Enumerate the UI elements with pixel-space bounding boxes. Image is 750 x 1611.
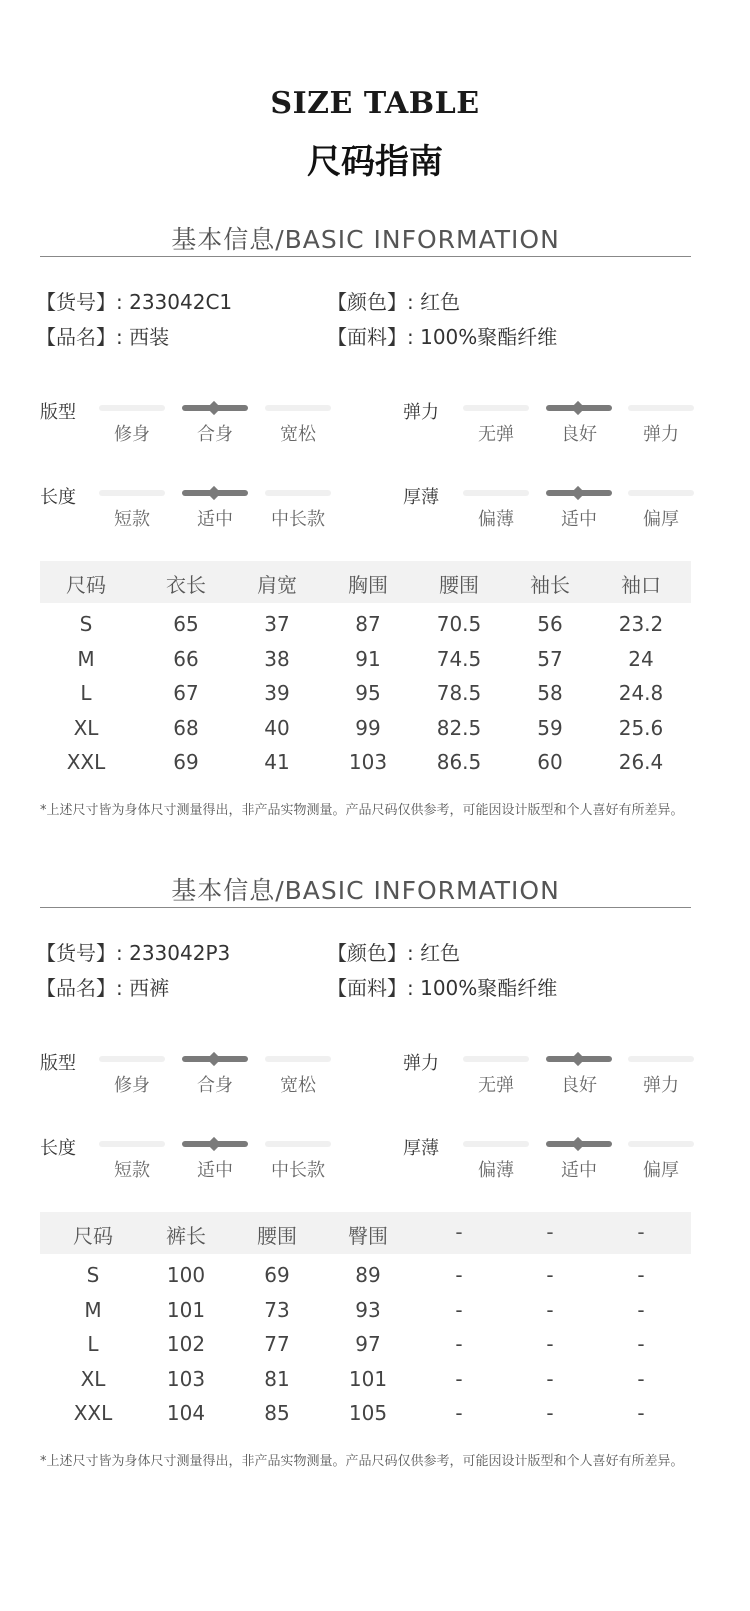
table-header-cell: 肩宽 (257, 573, 297, 597)
table-header-cell: 衣长 (166, 573, 206, 597)
selected-indicator-bar (182, 405, 248, 411)
table-cell: 103 (348, 750, 388, 774)
table-header-cell: 尺码 (73, 1224, 113, 1248)
table-cell: - (546, 1297, 554, 1322)
table-cell: - (637, 1366, 645, 1391)
table-cell: L (87, 1332, 99, 1356)
selected-indicator-bar (182, 1056, 248, 1062)
table-cell: 24 (628, 646, 654, 671)
table-row (40, 1401, 691, 1431)
size-section-1 (0, 220, 750, 880)
selected-marker-icon (207, 1052, 221, 1066)
attribute-label: 厚薄 (403, 1138, 439, 1159)
table-cell: 99 (355, 715, 381, 740)
table-header-cell: 裤长 (166, 1224, 206, 1248)
table-header-cell: - (455, 1220, 463, 1244)
table-cell: 102 (166, 1332, 206, 1356)
size-table (40, 561, 691, 791)
selected-marker-icon (207, 1137, 221, 1151)
attribute-option: 中长款 (271, 1160, 325, 1181)
section-divider (40, 907, 691, 908)
table-cell: - (546, 1263, 554, 1287)
table-cell: 97 (355, 1332, 381, 1356)
table-cell: 66 (173, 646, 199, 671)
scale-bar (265, 1056, 331, 1062)
table-cell: - (637, 1401, 645, 1425)
table-cell: 104 (166, 1401, 206, 1425)
selected-marker-icon (571, 401, 585, 415)
selected-marker-icon (571, 1052, 585, 1066)
table-cell: 73 (264, 1297, 290, 1322)
table-cell: - (546, 1332, 554, 1356)
table-cell: 87 (355, 612, 381, 636)
attribute-option: 修身 (114, 1075, 150, 1096)
attribute-option: 适中 (197, 1160, 233, 1181)
table-header-cell: 尺码 (66, 573, 106, 597)
table-row (40, 750, 691, 780)
table-cell: 105 (348, 1401, 388, 1425)
scale-bar (463, 405, 529, 411)
item-color: 【颜色】: 红色 (327, 941, 461, 965)
item-name: 【品名】: 西裤 (36, 976, 170, 1000)
attribute-label: 长度 (40, 487, 76, 508)
selected-indicator-bar (546, 1141, 612, 1147)
item-number: 【货号】: 233042P3 (36, 941, 231, 965)
table-header-cell: 腰围 (439, 573, 479, 597)
table-cell: 103 (166, 1366, 206, 1391)
attribute-option: 无弹 (478, 1075, 514, 1096)
table-cell: 25.6 (618, 715, 664, 740)
attribute-option: 短款 (114, 1160, 150, 1181)
table-cell: 39 (264, 681, 290, 705)
selected-marker-icon (571, 486, 585, 500)
table-cell: 86.5 (436, 750, 482, 774)
table-cell: - (546, 1401, 554, 1425)
attribute-option: 宽松 (280, 424, 316, 445)
title-english: SIZE TABLE (270, 86, 480, 121)
item-name: 【品名】: 西装 (36, 325, 170, 349)
attribute-option: 短款 (114, 509, 150, 530)
scale-bar (463, 1141, 529, 1147)
selected-marker-icon (207, 401, 221, 415)
table-cell: - (455, 1366, 463, 1391)
attribute-label: 版型 (40, 402, 76, 423)
table-header-cell: 袖长 (530, 573, 570, 597)
table-cell: 58 (537, 681, 563, 705)
table-cell: M (77, 646, 95, 671)
table-cell: S (79, 612, 93, 636)
table-cell: 69 (264, 1263, 290, 1287)
attribute-option: 适中 (561, 1160, 597, 1181)
scale-bar (628, 405, 694, 411)
selected-indicator-bar (546, 490, 612, 496)
table-cell: - (455, 1297, 463, 1322)
table-cell: 60 (537, 750, 563, 774)
attribute-option: 偏厚 (643, 1160, 679, 1181)
table-cell: - (637, 1263, 645, 1287)
attribute-label: 长度 (40, 1138, 76, 1159)
table-cell: 38 (264, 646, 290, 671)
selected-indicator-bar (182, 490, 248, 496)
table-cell: 40 (264, 715, 290, 740)
attribute-option: 弹力 (643, 424, 679, 445)
table-cell: 91 (355, 646, 381, 671)
scale-bar (99, 1056, 165, 1062)
table-cell: 89 (355, 1263, 381, 1287)
table-cell: 101 (348, 1366, 388, 1391)
scale-bar (628, 490, 694, 496)
table-cell: 41 (264, 750, 290, 774)
attribute-option: 良好 (561, 1075, 597, 1096)
scale-bar (628, 1141, 694, 1147)
table-row (40, 1263, 691, 1293)
attribute-option: 合身 (197, 1075, 233, 1096)
attribute-option: 偏厚 (643, 509, 679, 530)
table-row (40, 1332, 691, 1362)
table-cell: - (455, 1332, 463, 1356)
scale-bar (99, 1141, 165, 1147)
selected-indicator-bar (182, 1141, 248, 1147)
attribute-option: 合身 (197, 424, 233, 445)
attribute-option: 适中 (197, 509, 233, 530)
scale-bar (463, 490, 529, 496)
table-cell: 69 (173, 750, 199, 774)
scale-bar (463, 1056, 529, 1062)
table-row (40, 1367, 691, 1397)
table-cell: 65 (173, 612, 199, 636)
table-cell: - (637, 1297, 645, 1322)
disclaimer-note: *上述尺寸皆为身体尺寸测量得出，非产品实物测量。产品尺码仅供参考，可能因设计版型和个人喜好有所差异。 (40, 1454, 684, 1469)
attribute-label: 弹力 (403, 402, 439, 423)
table-row (40, 681, 691, 711)
table-cell: M (84, 1297, 102, 1322)
table-cell: 67 (173, 681, 199, 705)
table-cell: 100 (166, 1263, 206, 1287)
table-header-cell: 胸围 (348, 573, 388, 597)
table-cell: 57 (537, 646, 563, 671)
table-cell: XXL (73, 1401, 113, 1425)
scale-bar (265, 405, 331, 411)
table-cell: 23.2 (618, 612, 664, 636)
table-cell: - (455, 1263, 463, 1287)
item-fabric: 【面料】: 100%聚酯纤维 (327, 976, 558, 1000)
table-header-cell: 袖口 (621, 573, 661, 597)
table-cell: - (455, 1401, 463, 1425)
attribute-option: 弹力 (643, 1075, 679, 1096)
table-cell: 70.5 (436, 612, 482, 636)
table-row (40, 647, 691, 677)
table-row (40, 1298, 691, 1328)
table-row (40, 716, 691, 746)
section-divider (40, 256, 691, 257)
table-cell: XL (80, 1366, 106, 1391)
table-cell: 26.4 (618, 750, 664, 774)
table-cell: 77 (264, 1332, 290, 1356)
table-cell: 24.8 (618, 681, 664, 705)
item-fabric: 【面料】: 100%聚酯纤维 (327, 325, 558, 349)
title-chinese: 尺码指南 (307, 142, 443, 182)
table-row (40, 612, 691, 642)
attribute-option: 无弹 (478, 424, 514, 445)
attribute-option: 良好 (561, 424, 597, 445)
table-cell: 82.5 (436, 715, 482, 740)
table-cell: 78.5 (436, 681, 482, 705)
table-cell: - (546, 1366, 554, 1391)
scale-bar (99, 490, 165, 496)
attribute-option: 中长款 (271, 509, 325, 530)
attribute-label: 厚薄 (403, 487, 439, 508)
table-cell: L (80, 681, 92, 705)
attribute-option: 偏薄 (478, 1160, 514, 1181)
table-cell: XL (73, 715, 99, 740)
section-heading: 基本信息/BASIC INFORMATION (171, 876, 560, 905)
table-cell: 81 (264, 1366, 290, 1391)
item-number: 【货号】: 233042C1 (36, 290, 233, 314)
table-cell: 56 (537, 612, 563, 636)
table-header-cell: - (546, 1220, 554, 1244)
scale-bar (265, 490, 331, 496)
table-cell: 95 (355, 681, 381, 705)
table-header-cell: - (637, 1220, 645, 1244)
scale-bar (265, 1141, 331, 1147)
selected-marker-icon (207, 486, 221, 500)
table-cell: 85 (264, 1401, 290, 1425)
table-cell: 59 (537, 715, 563, 740)
selected-indicator-bar (546, 1056, 612, 1062)
table-header-cell: 腰围 (257, 1224, 297, 1248)
disclaimer-note: *上述尺寸皆为身体尺寸测量得出，非产品实物测量。产品尺码仅供参考，可能因设计版型和个人喜好有所差异。 (40, 803, 684, 818)
attribute-label: 弹力 (403, 1053, 439, 1074)
table-cell: XXL (66, 750, 106, 774)
table-cell: 37 (264, 612, 290, 636)
table-cell: 68 (173, 715, 199, 740)
table-cell: S (86, 1263, 100, 1287)
section-heading: 基本信息/BASIC INFORMATION (171, 225, 560, 254)
table-cell: 74.5 (436, 646, 482, 671)
table-cell: 101 (166, 1297, 206, 1322)
selected-marker-icon (571, 1137, 585, 1151)
scale-bar (99, 405, 165, 411)
attribute-option: 偏薄 (478, 509, 514, 530)
table-cell: 93 (355, 1297, 381, 1322)
item-color: 【颜色】: 红色 (327, 290, 461, 314)
size-section-2 (0, 871, 750, 1531)
size-table (40, 1212, 691, 1442)
scale-bar (628, 1056, 694, 1062)
table-cell: - (637, 1332, 645, 1356)
attribute-option: 宽松 (280, 1075, 316, 1096)
table-header-cell: 臀围 (348, 1224, 388, 1248)
attribute-option: 适中 (561, 509, 597, 530)
attribute-label: 版型 (40, 1053, 76, 1074)
selected-indicator-bar (546, 405, 612, 411)
attribute-option: 修身 (114, 424, 150, 445)
